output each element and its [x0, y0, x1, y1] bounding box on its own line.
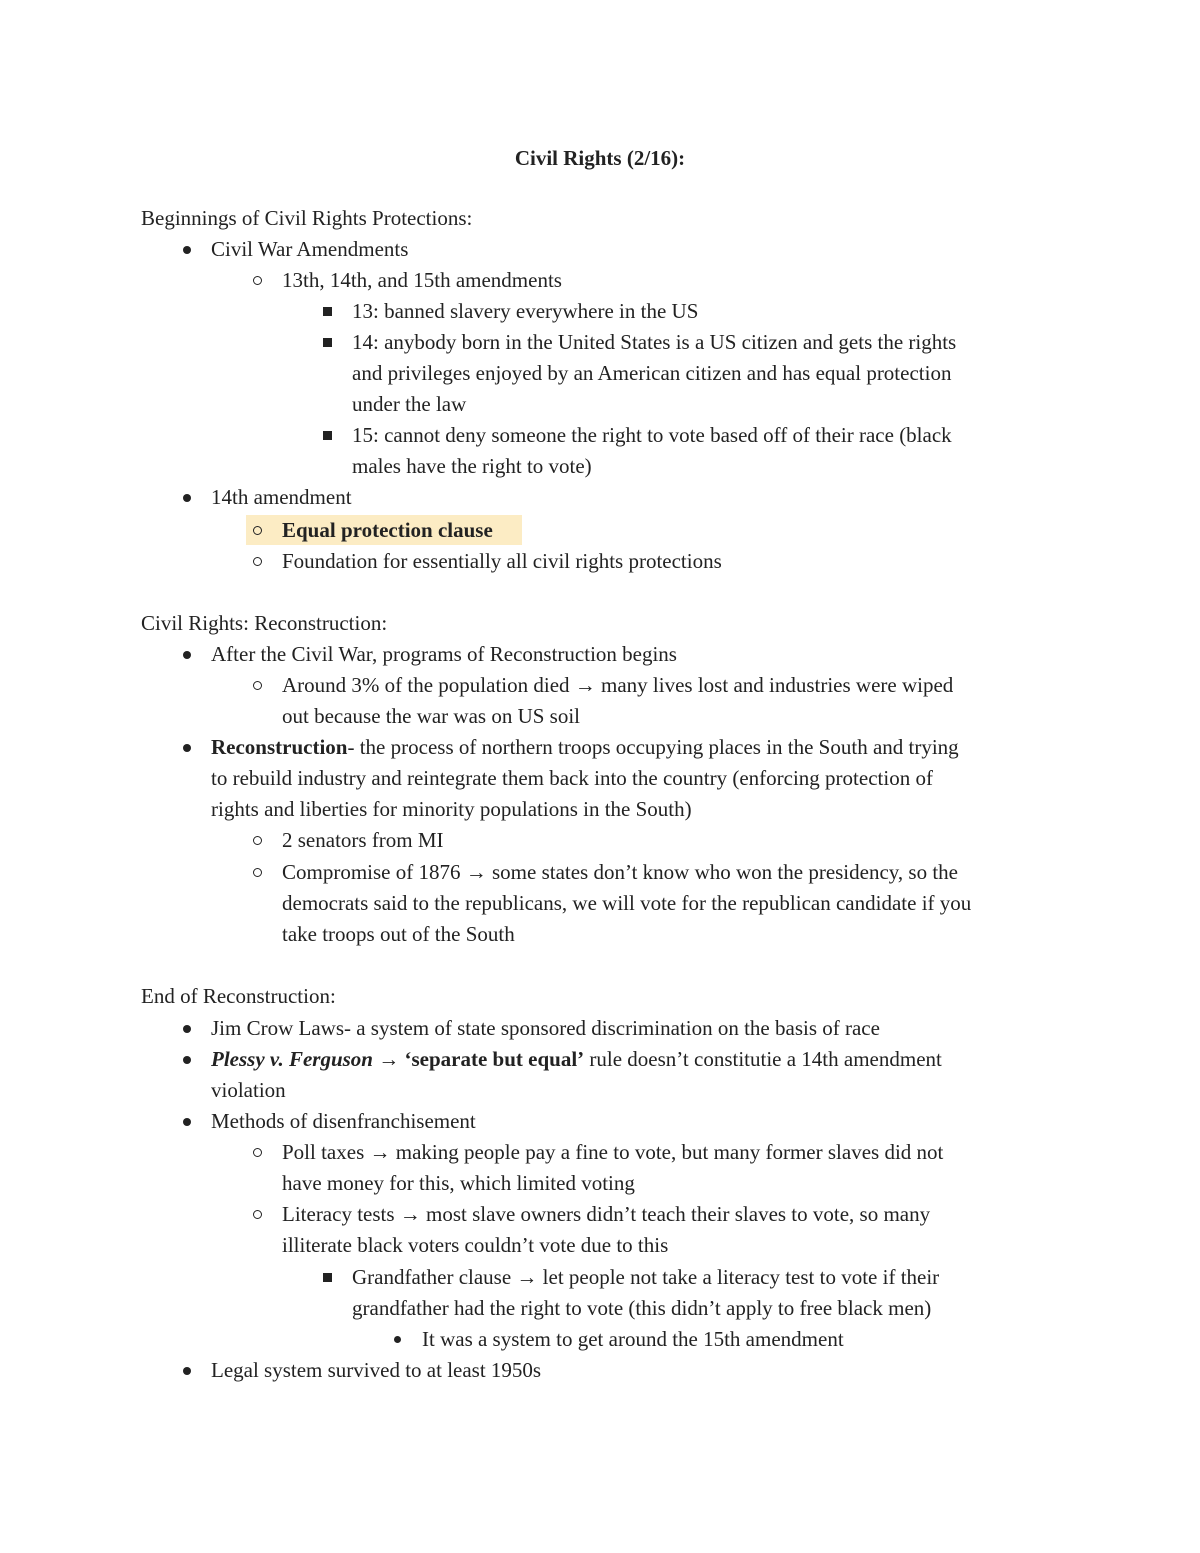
list-item: 14: anybody born in the United States is a US citizen and gets the rights	[352, 327, 1062, 358]
bullet-icon	[177, 732, 197, 763]
circle-bullet-icon	[247, 857, 267, 888]
circle-bullet-icon	[247, 515, 267, 546]
list-item-continuation: out because the war was on US soil	[282, 704, 581, 728]
list-item-continuation: take troops out of the South	[282, 922, 515, 946]
list-item: Compromise of 1876 → some states don’t know who won the presidency, so the	[282, 857, 1062, 888]
circle-bullet-icon	[247, 670, 267, 701]
bullet-icon	[177, 482, 197, 513]
list-item: Foundation for essentially all civil rights protections	[282, 546, 1062, 577]
square-bullet-icon	[317, 1262, 337, 1293]
list-item-highlighted: Equal protection clause	[282, 515, 1062, 546]
list-item: 15: cannot deny someone the right to vote based off of their race (black	[352, 420, 1062, 451]
circle-bullet-icon	[247, 546, 267, 577]
list-item: Grandfather clause → let people not take a literacy test to vote if their	[352, 1262, 1062, 1293]
list-item: 13: banned slavery everywhere in the US	[352, 296, 1062, 327]
section-heading-end-of-reconstruction: End of Reconstruction:	[141, 984, 336, 1008]
list-item-continuation: democrats said to the republicans, we will vote for the republican candidate if you	[282, 891, 972, 915]
list-item: Jim Crow Laws- a system of state sponsored discrimination on the basis of race	[211, 1013, 1061, 1044]
list-item-continuation: and privileges enjoyed by an American citizen and has equal protection	[352, 361, 952, 385]
list-item: Methods of disenfranchisement	[211, 1106, 1061, 1137]
list-item-continuation: have money for this, which limited voting	[282, 1171, 635, 1195]
bullet-icon	[177, 234, 197, 265]
bullet-icon	[177, 1013, 197, 1044]
list-item: After the Civil War, programs of Reconstruction begins	[211, 639, 1061, 670]
list-item: Reconstruction- the process of northern troops occupying places in the South and trying	[211, 732, 1061, 763]
square-bullet-icon	[317, 296, 337, 327]
bullet-icon	[387, 1324, 407, 1355]
list-item-continuation: violation	[211, 1078, 286, 1102]
list-item: Legal system survived to at least 1950s	[211, 1355, 1061, 1386]
circle-bullet-icon	[247, 1137, 267, 1168]
bullet-icon	[177, 1106, 197, 1137]
list-item-continuation: to rebuild industry and reintegrate them back into the country (enforcing protection of	[211, 766, 933, 790]
list-item: 13th, 14th, and 15th amendments	[282, 265, 1062, 296]
section-heading-reconstruction: Civil Rights: Reconstruction:	[141, 611, 388, 635]
list-item: Literacy tests → most slave owners didn’t teach their slaves to vote, so many	[282, 1199, 1062, 1230]
section-heading-beginnings: Beginnings of Civil Rights Protections:	[141, 206, 473, 230]
bullet-icon	[177, 639, 197, 670]
list-item-continuation: males have the right to vote)	[352, 454, 592, 478]
list-item: Plessy v. Ferguson → ‘separate but equal’ rule doesn’t constitutie a 14th amendment	[211, 1044, 1061, 1075]
bullet-icon	[177, 1355, 197, 1386]
list-item: It was a system to get around the 15th amendment	[422, 1324, 1062, 1355]
list-item-continuation: illiterate black voters couldn’t vote due to this	[282, 1233, 669, 1257]
circle-bullet-icon	[247, 825, 267, 856]
list-item-continuation: rights and liberties for minority populations in the South)	[211, 797, 692, 821]
list-item: Civil War Amendments	[211, 234, 1061, 265]
list-item: 14th amendment	[211, 482, 1061, 513]
list-item-continuation: grandfather had the right to vote (this didn’t apply to free black men)	[352, 1296, 932, 1320]
square-bullet-icon	[317, 420, 337, 451]
circle-bullet-icon	[247, 265, 267, 296]
list-item: Poll taxes → making people pay a fine to vote, but many former slaves did not	[282, 1137, 1062, 1168]
list-item: Around 3% of the population died → many lives lost and industries were wiped	[282, 670, 1062, 701]
bullet-icon	[177, 1044, 197, 1075]
list-item-continuation: under the law	[352, 392, 467, 416]
square-bullet-icon	[317, 327, 337, 358]
circle-bullet-icon	[247, 1199, 267, 1230]
list-item: 2 senators from MI	[282, 825, 1062, 856]
page-title: Civil Rights (2/16):	[514, 146, 686, 170]
